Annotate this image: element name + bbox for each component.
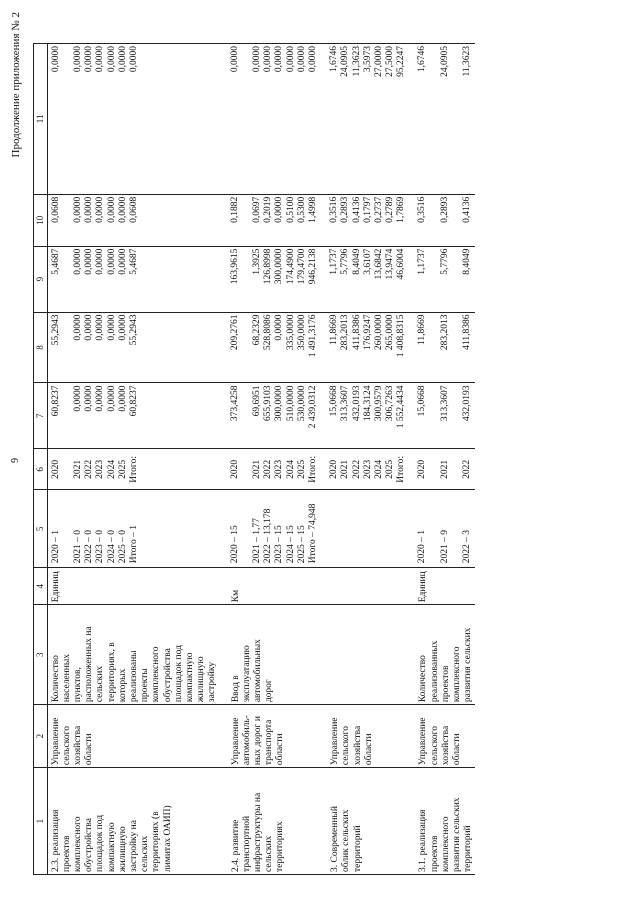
header-row xyxy=(34,44,48,875)
local-budget-value xyxy=(429,195,440,246)
measure-name-cell: 3.1. реализация проектов комплексного развития сельских территорий xyxy=(417,768,475,875)
regional-budget-value: 1,1737 xyxy=(417,248,428,275)
total-funding-value: 184,3124 xyxy=(362,385,373,422)
local-budget-value: 0,4136 xyxy=(351,196,362,223)
other-sources-value: 0,0000 xyxy=(95,46,106,73)
republican-budget-value: 55,2943 xyxy=(50,314,61,346)
regional-budget-value: 5,4687 xyxy=(128,248,139,275)
total-funding-value: 510,0000 xyxy=(285,385,296,422)
regional-budget-cell xyxy=(47,246,220,312)
other-sources-value: 1,6746 xyxy=(329,46,340,73)
program-table xyxy=(33,43,475,875)
measure-name-cell: 2.3. реализация проектов комплексного обустройства площадок под компактную жилищную застройку на сельских территориях (в лимитах ОАИП) xyxy=(47,768,220,875)
local-budget-value: 0,4136 xyxy=(462,196,473,223)
local-budget-value: 0,2789 xyxy=(385,196,396,223)
other-sources-value xyxy=(62,44,73,194)
unit-cell: Единиц xyxy=(47,568,220,605)
target-value-value xyxy=(374,490,385,567)
year-value: Итого: xyxy=(128,456,139,483)
regional-budget-value: 946,2138 xyxy=(307,248,318,285)
republican-budget-value: 0,0000 xyxy=(117,314,128,341)
local-budget-value xyxy=(451,195,462,246)
republican-budget-value: 0,0000 xyxy=(84,314,95,341)
year-value: 2020 xyxy=(229,459,240,479)
local-budget-value: 0,0697 xyxy=(252,196,263,223)
republican-budget-value: 0,0000 xyxy=(95,314,106,341)
total-funding-value: 530,0000 xyxy=(296,385,307,422)
target-value-cell xyxy=(47,490,220,568)
total-funding-value: 0,0000 xyxy=(72,385,83,412)
total-funding-cell xyxy=(230,383,320,449)
target-value-value xyxy=(241,490,252,567)
other-sources-value xyxy=(429,44,440,194)
republican-budget-value: 411,8386 xyxy=(462,314,473,350)
responsible-executor-cell: Управление сельского хозяйства области xyxy=(329,705,407,768)
target-value-value: 2024 – 0 xyxy=(106,530,117,564)
other-sources-value: 0,0000 xyxy=(263,46,274,73)
target-value-cell xyxy=(329,490,407,568)
local-budget-cell xyxy=(230,194,320,246)
regional-budget-value: 0,0000 xyxy=(117,248,128,275)
responsible-executor-cell: Управление сельского хозяйства области xyxy=(417,705,475,768)
unit-cell: Км xyxy=(230,568,320,605)
regional-budget-value: 1,1737 xyxy=(329,248,340,275)
local-budget-value: 0,3516 xyxy=(417,196,428,223)
total-funding-value: 373,4258 xyxy=(229,385,240,422)
total-funding-value: 0,0000 xyxy=(106,385,117,412)
other-sources-value: 27,5000 xyxy=(385,46,396,77)
target-value-value: Итого – 74,948 xyxy=(307,503,318,564)
header-cell: 7 xyxy=(34,383,48,449)
republican-budget-value: 1 408,8315 xyxy=(396,314,407,358)
other-sources-value: 0,0000 xyxy=(307,46,318,73)
year-cell xyxy=(47,449,220,490)
total-funding-value: 655,9103 xyxy=(263,385,274,422)
regional-budget-cell xyxy=(417,246,475,312)
year-value: 2025 xyxy=(385,459,396,479)
target-value-value xyxy=(329,490,340,567)
republican-budget-value xyxy=(451,313,462,383)
other-sources-value: 0,0000 xyxy=(117,46,128,73)
other-sources-value: 0,0000 xyxy=(72,46,83,73)
year-cell xyxy=(329,449,407,490)
regional-budget-cell xyxy=(329,246,407,312)
regional-budget-value: 5,7796 xyxy=(340,248,351,275)
header-cell: 8 xyxy=(34,312,48,383)
year-value: 2021 xyxy=(72,459,83,479)
year-value: 2022 xyxy=(263,459,274,479)
regional-budget-value: 3,6107 xyxy=(362,248,373,275)
year-value: 2020 xyxy=(417,459,428,479)
regional-budget-value: 13,6842 xyxy=(373,248,384,280)
year-value: Итого: xyxy=(396,456,407,483)
total-funding-value xyxy=(429,383,440,448)
regional-budget-value: 1,3925 xyxy=(252,248,263,275)
local-budget-value: 0,2737 xyxy=(373,196,384,223)
target-value-value: 2021 – 9 xyxy=(439,530,450,564)
other-sources-value: 3,5973 xyxy=(362,46,373,73)
year-value: 2021 xyxy=(340,459,351,479)
regional-budget-value: 13,9474 xyxy=(385,248,396,280)
republican-budget-value: 283,2013 xyxy=(340,314,351,351)
local-budget-value: 1,7869 xyxy=(396,196,407,223)
indicator-name-cell: Количество населенных пунктов, расположенных на сельских территориях, в которых реализованы проекты комплексного обустройства площадок под компактную жилищную застройку xyxy=(47,605,220,705)
other-sources-value: 0,0000 xyxy=(106,46,117,73)
total-funding-value: 300,0000 xyxy=(274,385,285,422)
table-row xyxy=(230,44,320,875)
responsible-executor-cell: Управление сельского хозяйства области xyxy=(47,705,220,768)
local-budget-cell xyxy=(329,194,407,246)
year-value: 2024 xyxy=(106,459,117,479)
republican-budget-cell xyxy=(230,312,320,383)
header-cell: 9 xyxy=(34,246,48,312)
republican-budget-value xyxy=(429,313,440,383)
other-sources-value: 0,0000 xyxy=(84,46,95,73)
total-funding-value: 60,8237 xyxy=(128,385,139,417)
year-value: 2024 xyxy=(373,459,384,479)
indicator-name-cell: Количество реализованных проектов комплексного развития сельских xyxy=(417,605,475,705)
target-value-value: 2022 – 0 xyxy=(84,530,95,564)
target-value-value: 2023 – 15 xyxy=(274,525,285,564)
total-funding-value: 60,8237 xyxy=(50,385,61,417)
total-funding-value: 1 552,4434 xyxy=(396,385,407,429)
header-cell: 5 xyxy=(34,490,48,568)
year-value: 2022 xyxy=(84,459,95,479)
total-funding-value: 0,0000 xyxy=(84,385,95,412)
target-value-value xyxy=(385,490,396,567)
local-budget-value: 0,5100 xyxy=(285,196,296,223)
other-sources-value: 0,0000 xyxy=(50,46,61,73)
republican-budget-value xyxy=(62,313,73,383)
total-funding-cell xyxy=(417,383,475,449)
other-sources-value: 11,3623 xyxy=(462,46,473,77)
year-value xyxy=(241,449,252,489)
other-sources-cell xyxy=(417,44,475,195)
year-cell xyxy=(417,449,475,490)
local-budget-value: 1,4998 xyxy=(307,196,318,223)
local-budget-value: 0,1882 xyxy=(229,196,240,223)
year-value: 2023 xyxy=(274,459,285,479)
other-sources-cell xyxy=(329,44,407,195)
target-value-value: 2021 – 0 xyxy=(72,530,83,564)
republican-budget-value: 55,2943 xyxy=(128,314,139,346)
local-budget-value xyxy=(62,195,73,246)
total-funding-value: 300,9579 xyxy=(373,385,384,422)
target-value-value: Итого – 1 xyxy=(128,524,139,564)
other-sources-value: 24,0905 xyxy=(340,46,351,77)
republican-budget-cell xyxy=(329,312,407,383)
other-sources-value: 0,0000 xyxy=(285,46,296,73)
total-funding-value: 306,7263 xyxy=(385,385,396,422)
republican-budget-value: 265,0000 xyxy=(385,314,396,351)
other-sources-value: 0,0000 xyxy=(252,46,263,73)
local-budget-value: 0,0000 xyxy=(84,196,95,223)
republican-budget-value: 283,2013 xyxy=(439,314,450,351)
regional-budget-value xyxy=(62,247,73,312)
target-value-value xyxy=(363,490,374,567)
year-cell xyxy=(230,449,320,490)
other-sources-value: 0,0000 xyxy=(274,46,285,73)
target-value-value: 2022 – 13,178 xyxy=(263,508,274,564)
total-funding-value: 69,6951 xyxy=(252,385,263,417)
republican-budget-value xyxy=(241,313,252,383)
other-sources-value: 1,6746 xyxy=(417,46,428,73)
total-funding-value: 2 439,0312 xyxy=(307,385,318,429)
republican-budget-value: 0,0000 xyxy=(106,314,117,341)
regional-budget-cell xyxy=(230,246,320,312)
target-value-value: 2022 – 3 xyxy=(462,530,473,564)
responsible-executor-cell: Управление автомобиль- ных дорог и транспорта области xyxy=(230,705,320,768)
total-funding-value: 0,0000 xyxy=(117,385,128,412)
header-cell: 4 xyxy=(34,568,48,605)
target-value-value xyxy=(451,490,462,567)
indicator-name-cell: Ввод в эксплуатацию автомобильных дорог xyxy=(230,605,320,705)
local-budget-value: 0,0000 xyxy=(72,196,83,223)
table-row xyxy=(47,44,220,875)
other-sources-value: 0,0000 xyxy=(296,46,307,73)
year-value xyxy=(429,449,440,489)
local-budget-cell xyxy=(47,194,220,246)
total-funding-value: 432,0193 xyxy=(462,385,473,422)
total-funding-value xyxy=(451,383,462,448)
year-value xyxy=(451,449,462,489)
indicator-name-cell xyxy=(329,605,407,705)
regional-budget-value: 46,6004 xyxy=(396,248,407,280)
other-sources-cell xyxy=(230,44,320,195)
header-cell: 11 xyxy=(34,44,48,195)
total-funding-value xyxy=(62,383,73,448)
header-cell: 2 xyxy=(34,705,48,768)
republican-budget-value: 335,0000 xyxy=(285,314,296,351)
year-value: 2023 xyxy=(362,459,373,479)
regional-budget-value: 163,9615 xyxy=(229,248,240,285)
other-sources-value xyxy=(451,44,462,194)
republican-budget-value: 11,8669 xyxy=(329,314,340,346)
target-value-value: 2023 – 0 xyxy=(95,530,106,564)
total-funding-value: 313,3607 xyxy=(439,385,450,422)
republican-budget-value: 68,2329 xyxy=(252,314,263,346)
local-budget-value: 0,2893 xyxy=(439,196,450,223)
regional-budget-value: 300,0000 xyxy=(274,248,285,285)
target-value-value: 2020 – 15 xyxy=(229,525,240,564)
local-budget-value xyxy=(241,195,252,246)
regional-budget-value: 0,0000 xyxy=(106,248,117,275)
republican-budget-value: 1 491,3176 xyxy=(307,314,318,358)
republican-budget-value: 0,0000 xyxy=(72,314,83,341)
other-sources-cell xyxy=(47,44,220,195)
table-row xyxy=(329,44,407,875)
year-value: 2022 xyxy=(462,459,473,479)
target-value-value: 2025 – 15 xyxy=(296,525,307,564)
row-gap xyxy=(319,44,329,875)
year-value: 2022 xyxy=(351,459,362,479)
total-funding-value: 432,0193 xyxy=(351,385,362,422)
header-cell: 10 xyxy=(34,194,48,246)
year-value: 2024 xyxy=(285,459,296,479)
target-value-cell xyxy=(230,490,320,568)
regional-budget-value: 0,0000 xyxy=(72,248,83,275)
other-sources-value: 95,2247 xyxy=(396,46,407,77)
republican-budget-cell xyxy=(47,312,220,383)
local-budget-value: 0,0000 xyxy=(95,196,106,223)
republican-budget-cell xyxy=(417,312,475,383)
local-budget-value: 0,0000 xyxy=(106,196,117,223)
header-cell: 1 xyxy=(34,768,48,875)
republican-budget-value: 11,8669 xyxy=(417,314,428,346)
year-value: Итого: xyxy=(307,456,318,483)
other-sources-value: 27,0000 xyxy=(373,46,384,77)
regional-budget-value: 0,0000 xyxy=(84,248,95,275)
local-budget-value: 0,5300 xyxy=(296,196,307,223)
target-value-value xyxy=(396,490,407,567)
target-value-value: 2021 – 1,77 xyxy=(252,518,263,564)
regional-budget-value: 0,0000 xyxy=(95,248,106,275)
measure-name-cell: 3. Современный облик сельских территорий xyxy=(329,768,407,875)
total-funding-value: 313,3607 xyxy=(340,385,351,422)
total-funding-value: 15,0668 xyxy=(329,385,340,417)
regional-budget-value: 174,4900 xyxy=(285,248,296,285)
total-funding-value: 0,0000 xyxy=(95,385,106,412)
row-gap xyxy=(407,44,417,875)
other-sources-value: 24,0905 xyxy=(439,46,450,77)
republican-budget-value: 528,8086 xyxy=(263,314,274,351)
target-value-value xyxy=(429,490,440,567)
target-value-value xyxy=(340,490,351,567)
republican-budget-value: 0,0000 xyxy=(274,314,285,341)
target-value-value: 2025 – 0 xyxy=(117,530,128,564)
target-value-value: 2020 – 1 xyxy=(417,530,428,564)
year-value: 2021 xyxy=(439,459,450,479)
measure-name-cell: 2.4. развитие транспортной инфраструктуры на сельских территориях xyxy=(230,768,320,875)
regional-budget-value: 179,4700 xyxy=(296,248,307,285)
local-budget-value: 0,0608 xyxy=(128,196,139,223)
republican-budget-value: 176,9247 xyxy=(362,314,373,351)
header-cell: 3 xyxy=(34,605,48,705)
regional-budget-value xyxy=(429,247,440,312)
republican-budget-value: 350,0000 xyxy=(296,314,307,351)
target-value-value: 2020 – 1 xyxy=(50,530,61,564)
target-value-cell xyxy=(417,490,475,568)
other-sources-value: 11,3623 xyxy=(351,46,362,77)
unit-cell xyxy=(329,568,407,605)
local-budget-value: 0,0000 xyxy=(274,196,285,223)
local-budget-value: 0,0608 xyxy=(50,196,61,223)
republican-budget-value: 411,8386 xyxy=(351,314,362,350)
regional-budget-value: 8,4049 xyxy=(351,248,362,275)
regional-budget-value xyxy=(451,247,462,312)
year-value xyxy=(62,449,73,489)
regional-budget-value: 5,7796 xyxy=(439,248,450,275)
regional-budget-value: 8,4049 xyxy=(462,248,473,275)
year-value: 2020 xyxy=(329,459,340,479)
year-value: 2021 xyxy=(252,459,263,479)
year-value: 2025 xyxy=(117,459,128,479)
target-value-value: 2024 – 15 xyxy=(285,525,296,564)
total-funding-value: 15,0668 xyxy=(417,385,428,417)
appendix-title: Продолжение приложения № 2 xyxy=(10,12,22,158)
local-budget-value: 0,2019 xyxy=(263,196,274,223)
local-budget-value: 0,2893 xyxy=(340,196,351,223)
other-sources-value: 0,0000 xyxy=(229,46,240,73)
unit-cell: Единиц xyxy=(417,568,475,605)
total-funding-value xyxy=(241,383,252,448)
header-cell: 6 xyxy=(34,449,48,490)
other-sources-value: 0,0000 xyxy=(128,46,139,73)
other-sources-value xyxy=(241,44,252,194)
total-funding-cell xyxy=(329,383,407,449)
local-budget-cell xyxy=(417,194,475,246)
regional-budget-value: 126,8998 xyxy=(263,248,274,285)
table-row xyxy=(417,44,475,875)
year-value: 2020 xyxy=(50,459,61,479)
target-value-value xyxy=(352,490,363,567)
year-value: 2023 xyxy=(95,459,106,479)
local-budget-value: 0,0000 xyxy=(117,196,128,223)
page-number: 9 xyxy=(10,458,21,463)
local-budget-value: 0,3516 xyxy=(329,196,340,223)
republican-budget-value: 260,0000 xyxy=(373,314,384,351)
local-budget-value: 0,1797 xyxy=(362,196,373,223)
total-funding-cell xyxy=(47,383,220,449)
target-value-value xyxy=(62,490,73,567)
row-gap xyxy=(220,44,230,875)
regional-budget-value: 5,4687 xyxy=(50,248,61,275)
year-value: 2025 xyxy=(296,459,307,479)
republican-budget-value: 209,2761 xyxy=(229,314,240,351)
regional-budget-value xyxy=(241,247,252,312)
